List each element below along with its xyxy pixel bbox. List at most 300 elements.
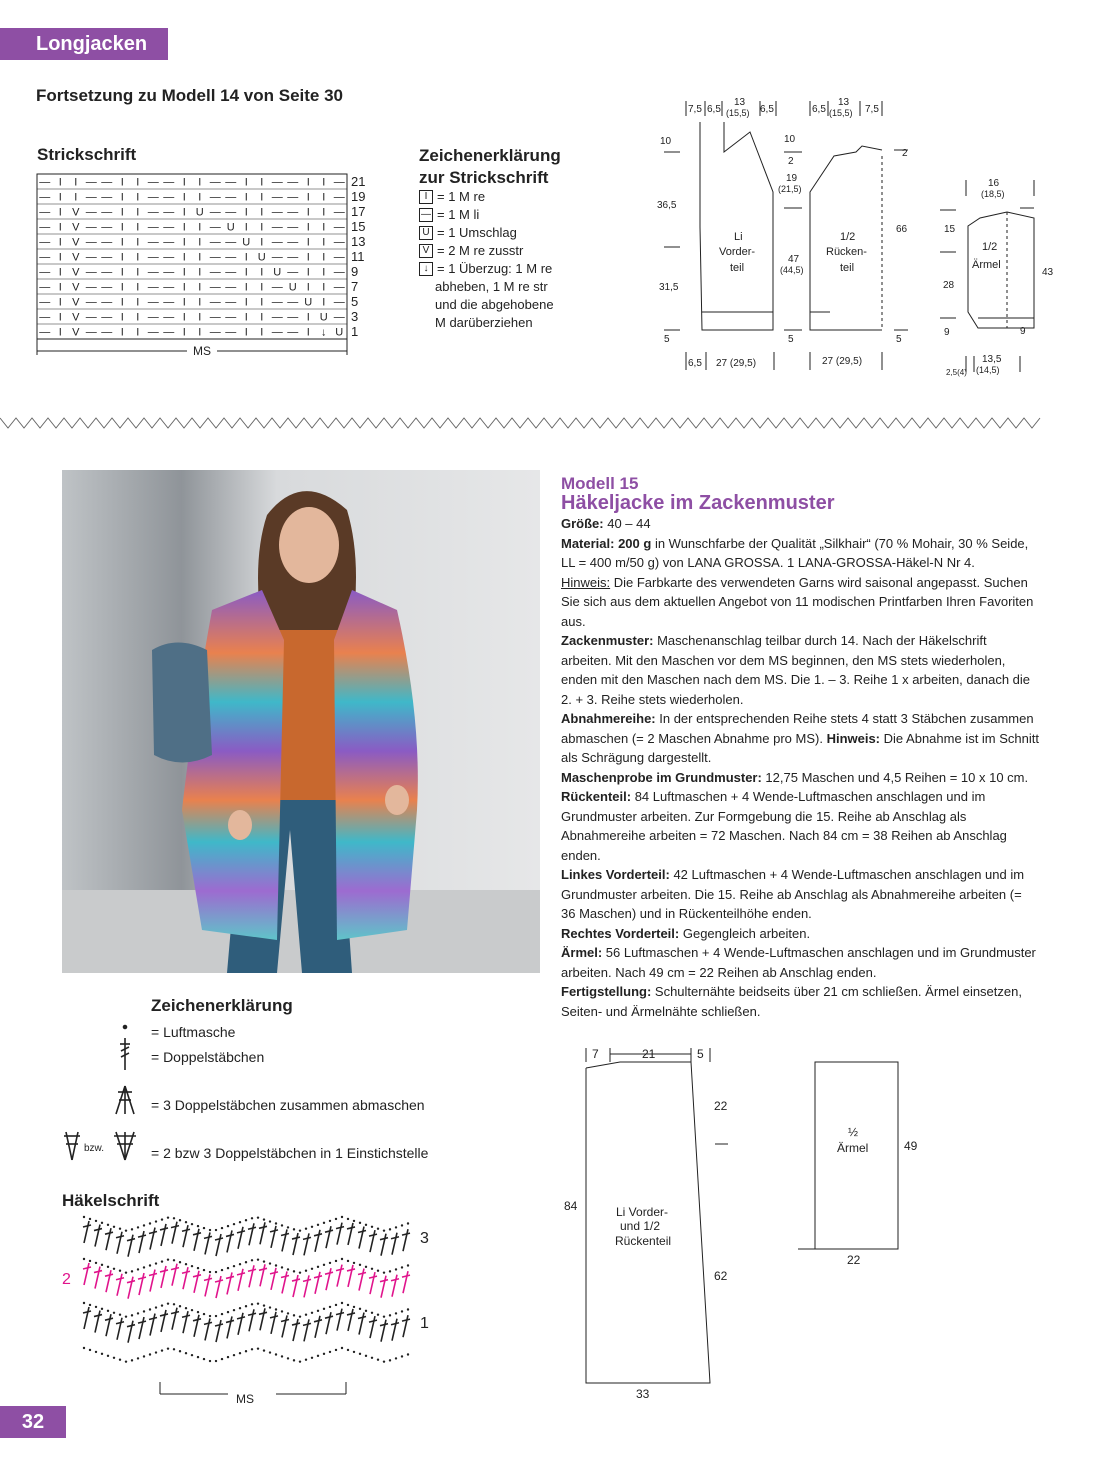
chart-cell: I — [120, 281, 124, 294]
chart-cell: — — [101, 236, 113, 249]
chart-cell: I — [120, 296, 124, 309]
chart-cell: I — [244, 251, 248, 264]
dim-s9b: 9 — [1020, 326, 1026, 337]
chart-cell: I — [306, 266, 310, 279]
chart-cell: I — [306, 191, 310, 204]
chart-cell: — — [271, 221, 283, 234]
chart-cell: — — [147, 311, 159, 324]
chart-cell: I — [198, 311, 202, 324]
dim-s16: 16 — [988, 178, 1000, 189]
crochet-chart — [60, 1214, 440, 1410]
chart-cell: — — [225, 266, 237, 279]
chart-cell: I — [306, 176, 310, 189]
chart-cell: — — [333, 266, 345, 279]
chart-cell: — — [39, 236, 51, 249]
chart-cell: — — [101, 251, 113, 264]
dim-l10: 10 — [660, 136, 672, 147]
chart-cell: — — [287, 221, 299, 234]
instruction-paragraph: Rückenteil: 84 Luftmaschen + 4 Wende-Luftmaschen anschlagen und im Grundmuster arbeiten. Zur Formgebung die 15. Reihe ab Anschlag als Abnahmereihe arbeiten = 72 Maschen. Nach 84 cm = 38 Reihen ab Anschlag enden. — [561, 789, 1007, 863]
chart-cell: — — [209, 281, 221, 294]
chart-cell: I — [120, 311, 124, 324]
chart-cell: — — [209, 191, 221, 204]
chart-cell: — — [225, 251, 237, 264]
chart-cell: V — [72, 206, 80, 219]
chart-cell: — — [163, 296, 175, 309]
dim-s28: 28 — [943, 280, 955, 291]
chart-cell: — — [163, 251, 175, 264]
decrease-icon — [116, 1086, 134, 1114]
dim-s15: 15 — [944, 224, 956, 235]
chart-cell: — — [101, 266, 113, 279]
chart-cell: I — [120, 236, 124, 249]
chart-cell: — — [39, 311, 51, 324]
chart-cell: I — [182, 326, 186, 339]
row-1-label: 1 — [420, 1315, 429, 1332]
instruction-paragraph: Ärmel: 56 Luftmaschen + 4 Wende-Luftmaschen anschlagen und im Grundmuster arbeiten. Nach 49 cm = 22 Reihen ab Anschlag enden. — [561, 945, 1036, 980]
chart-cell: — — [271, 311, 283, 324]
chart-cell: — — [225, 326, 237, 339]
chart-cell: I — [244, 206, 248, 219]
row-number: 1 — [351, 324, 359, 339]
chart-cell: I — [322, 251, 326, 264]
chart-cell: — — [225, 176, 237, 189]
dim-s25: 2,5(4) — [946, 368, 967, 377]
legend-dec-text: = 3 Doppelstäbchen zusammen abmaschen — [151, 1097, 425, 1113]
dim-l5: 5 — [664, 334, 670, 345]
chart-cell: U — [319, 311, 328, 324]
chart-cell: — — [225, 206, 237, 219]
legend-inc-text: = 2 bzw 3 Doppelstäbchen in 1 Einstichstelle — [151, 1145, 429, 1161]
crochet-legend-symbols — [60, 1020, 150, 1170]
chart-cell: U — [242, 236, 251, 249]
chart-cell: V — [72, 311, 80, 324]
chart-cell: I — [58, 296, 62, 309]
category-tag: Longjacken — [0, 28, 168, 60]
row-number: 17 — [351, 204, 366, 219]
chart-cell: — — [333, 176, 345, 189]
chart-cell: — — [333, 236, 345, 249]
dim-r22: 22 — [714, 1099, 728, 1113]
chart-cell: ↓ — [321, 326, 327, 339]
sleeve-label: 1/2 — [982, 241, 998, 253]
chart-cell: — — [39, 176, 51, 189]
dim-l84: 84 — [564, 1199, 578, 1213]
sleeve-label: Ärmel — [837, 1141, 869, 1155]
chart-cell: I — [136, 236, 140, 249]
model-instructions — [561, 514, 1039, 1021]
chart-cell: I — [136, 251, 140, 264]
chart-cell: — — [147, 206, 159, 219]
ms-label: MS — [193, 344, 211, 358]
chart-cell: — — [287, 176, 299, 189]
chart-cell: I — [306, 251, 310, 264]
chart-cell: — — [147, 326, 159, 339]
chart-cell: — — [147, 296, 159, 309]
knit-chart-title: Strickschrift — [37, 145, 137, 164]
chart-cell: — — [333, 281, 345, 294]
dim-b27b: 27 (29,5) — [822, 356, 863, 367]
chart-cell: I — [136, 176, 140, 189]
dim-b33: 33 — [636, 1387, 650, 1401]
instruction-paragraph: Rechtes Vorderteil: Gegengleich arbeiten. — [561, 925, 811, 941]
chart-cell: I — [58, 176, 62, 189]
chart-cell: — — [85, 236, 97, 249]
chart-cell: I — [120, 206, 124, 219]
chart-cell: I — [198, 176, 202, 189]
dim-top7: 7,5 — [865, 104, 879, 115]
chart-cell: — — [209, 221, 221, 234]
row-number: 13 — [351, 234, 366, 249]
instruction-paragraph: Hinweis: Die Farbkarte des verwendeten Garns wird saisonal angepasst. Suchen Sie sich aus dem aktuellen Angebot von 11 modischen Printfarben Ihren Favoriten aus. — [561, 574, 1034, 629]
chart-cell: — — [163, 326, 175, 339]
row-number: 9 — [351, 264, 359, 279]
chart-cell: I — [58, 206, 62, 219]
chart-cell: U — [273, 266, 282, 279]
chart-cell: — — [209, 176, 221, 189]
chart-cell: I — [322, 221, 326, 234]
chart-cell: I — [198, 191, 202, 204]
chart-cell: — — [271, 191, 283, 204]
chart-cell: I — [322, 206, 326, 219]
chart-cell: — — [209, 326, 221, 339]
instruction-paragraph: Fertigstellung: Schulternähte beidseits über 21 cm schließen. Ärmel einsetzen, Seiten- und Ärmelnähte schließen. — [561, 984, 1022, 1019]
dim-l36: 36,5 — [657, 200, 677, 211]
chart-cell: — — [271, 236, 283, 249]
chart-cell: I — [260, 176, 264, 189]
zigzag-divider — [0, 416, 1040, 430]
continuation-heading: Fortsetzung zu Modell 14 von Seite 30 — [36, 86, 343, 105]
dim-s43: 43 — [1042, 267, 1054, 278]
instruction-paragraph: Abnahmereihe: In der entsprechenden Reihe stets 4 statt 3 Stäbchen zusammen abmaschen (= 2 Maschen Abnahme pro MS). Hinweis: Die Abnahme ist im Schnitt als Schrägung dargestellt. — [561, 711, 1039, 765]
chart-cell: — — [85, 251, 97, 264]
chart-cell: V — [72, 326, 80, 339]
chart-cell: I — [136, 266, 140, 279]
legend-dtr-text: = Doppelstäbchen — [151, 1049, 265, 1065]
dim-s9a: 9 — [944, 327, 950, 338]
bzw-label: bzw. — [84, 1143, 105, 1154]
chart-cell: V — [72, 296, 80, 309]
dim-m10: 10 — [784, 134, 796, 145]
yarn-over-icon: U — [419, 226, 433, 240]
legend-chain-text: = Luftmasche — [151, 1024, 236, 1040]
double-crochet-icon — [120, 1038, 130, 1070]
dim-top6b: (15,5) — [829, 108, 853, 118]
legend-row: V = 2 M re zusstr — [419, 242, 554, 260]
chart-cell: — — [333, 191, 345, 204]
chart-cell: — — [147, 281, 159, 294]
chart-cell: — — [163, 206, 175, 219]
chart-cell: I — [182, 191, 186, 204]
chart-cell: I — [244, 221, 248, 234]
chart-cell: — — [163, 191, 175, 204]
back-label: teil — [840, 262, 855, 274]
left-front-outline — [700, 122, 773, 330]
chart-cell: I — [306, 236, 310, 249]
increase-2-icon — [64, 1132, 80, 1160]
chart-cell: — — [333, 251, 345, 264]
dim-top5: 6,5 — [812, 104, 826, 115]
dim-top6: 13 — [838, 97, 850, 108]
chart-cell: I — [322, 266, 326, 279]
model-photo — [62, 470, 540, 973]
chart-cell: I — [58, 266, 62, 279]
chart-cell: — — [271, 281, 283, 294]
chart-cell: — — [163, 266, 175, 279]
legend-row: — = 1 M li — [421, 207, 480, 222]
dim-r62: 62 — [714, 1269, 728, 1283]
instruction-paragraph: Material: 200 g in Wunschfarbe der Qualität „Silkhair“ (70 % Mohair, 30 % Seide, LL = 400 m/50 g) von LANA GROSSA. 1 LANA-GROSSA-Häkel-N Nr 4. — [561, 535, 1029, 570]
chart-cell: — — [85, 221, 97, 234]
chart-cell: — — [225, 191, 237, 204]
chart-cell: I — [306, 206, 310, 219]
chart-cell: I — [136, 281, 140, 294]
chart-cell: — — [39, 281, 51, 294]
sleeve-label: Ärmel — [972, 259, 1001, 271]
chart-cell: — — [163, 281, 175, 294]
chart-cell: I — [322, 281, 326, 294]
chart-cell: I — [58, 281, 62, 294]
chart-cell: I — [260, 311, 264, 324]
chart-cell: — — [271, 296, 283, 309]
chart-cell: I — [120, 251, 124, 264]
dim-r2: 2 — [902, 148, 908, 159]
chart-cell: — — [271, 326, 283, 339]
model-title: Häkeljacke im Zackenmuster — [561, 492, 835, 514]
schematic-bottom — [560, 1040, 930, 1400]
chart-cell: I — [198, 236, 202, 249]
chart-cell: — — [163, 236, 175, 249]
chart-cell: — — [85, 311, 97, 324]
chart-cell: — — [287, 296, 299, 309]
chart-cell: — — [147, 251, 159, 264]
chart-cell: I — [244, 266, 248, 279]
chart-cell: — — [39, 251, 51, 264]
chart-cell: — — [85, 326, 97, 339]
chart-cell: I — [182, 296, 186, 309]
chart-cell: U — [288, 281, 297, 294]
chart-cell: — — [39, 296, 51, 309]
panel-label: Li Vorder- — [616, 1205, 669, 1219]
crochet-chart-title: Häkelschrift — [62, 1191, 160, 1210]
chart-cell: — — [163, 176, 175, 189]
chart-cell: — — [85, 176, 97, 189]
chart-cell: — — [85, 191, 97, 204]
dim-r5: 5 — [896, 334, 902, 345]
dim-s49: 49 — [904, 1139, 918, 1153]
chart-cell: I — [306, 281, 310, 294]
chart-cell: I — [74, 176, 78, 189]
instruction-paragraph: Linkes Vorderteil: 42 Luftmaschen + 4 Wende-Luftmaschen anschlagen und im Grundmuster arbeiten. Die 15. Reihe ab Anschlag als Abnahmereihe arbeiten (= 36 Maschen) und in Rückenteilhöhe enden. — [561, 867, 1025, 921]
chart-cell: — — [225, 296, 237, 309]
dim-b65: 6,5 — [688, 358, 702, 369]
dim-top2: 6,5 — [707, 104, 721, 115]
chart-cell: I — [136, 221, 140, 234]
cardigan-photo-illustration — [62, 470, 540, 973]
chart-cell: I — [136, 191, 140, 204]
ms-label: MS — [236, 1392, 254, 1406]
chart-cell: I — [260, 191, 264, 204]
chart-cell: — — [209, 206, 221, 219]
chart-cell: I — [182, 251, 186, 264]
chart-cell: I — [136, 326, 140, 339]
chart-cell: I — [306, 311, 310, 324]
row-number: 3 — [351, 309, 359, 324]
chart-cell: — — [209, 251, 221, 264]
page-number: 32 — [0, 1406, 66, 1438]
psso-icon: ↓ — [419, 262, 433, 276]
chart-cell: I — [198, 326, 202, 339]
chart-cell: I — [260, 266, 264, 279]
dim-b27a: 27 (29,5) — [716, 358, 757, 369]
chart-cell: — — [39, 221, 51, 234]
row-number: 5 — [351, 294, 359, 309]
chart-cell: I — [136, 206, 140, 219]
dim-m47: 47 — [788, 254, 800, 265]
chart-cell: I — [58, 236, 62, 249]
chart-cell: I — [74, 191, 78, 204]
chart-cell: — — [271, 251, 283, 264]
chart-cell: — — [287, 206, 299, 219]
chart-cell: I — [182, 266, 186, 279]
chart-cell: — — [101, 206, 113, 219]
crochet-row — [83, 1307, 410, 1343]
chart-cell: I — [322, 296, 326, 309]
chart-cell: I — [306, 326, 310, 339]
back-label: Rücken- — [826, 246, 867, 258]
chart-cell: — — [163, 221, 175, 234]
chart-cell: I — [120, 191, 124, 204]
row-number: 21 — [351, 174, 366, 189]
dim-s13b: (14,5) — [976, 365, 1000, 375]
chart-cell: — — [85, 296, 97, 309]
chain-icon — [124, 1026, 127, 1029]
panel-label: Rückenteil — [615, 1234, 672, 1248]
row-number: 15 — [351, 219, 366, 234]
chart-cell: I — [182, 176, 186, 189]
chart-cell: — — [101, 326, 113, 339]
chart-cell: I — [58, 326, 62, 339]
chart-cell: U — [304, 296, 313, 309]
chart-cell: — — [225, 236, 237, 249]
front-label: Vorder- — [719, 246, 756, 258]
chart-cell: I — [260, 296, 264, 309]
chart-cell: I — [120, 176, 124, 189]
chart-cell: — — [101, 296, 113, 309]
dim-m19b: (21,5) — [778, 184, 802, 194]
dim-t7: 7 — [592, 1047, 599, 1061]
chart-cell: — — [85, 266, 97, 279]
row-2-label: 2 — [62, 1271, 71, 1288]
chart-cell: — — [287, 266, 299, 279]
dim-s16b: (18,5) — [981, 189, 1005, 199]
chart-cell: I — [58, 251, 62, 264]
chart-cell: I — [198, 221, 202, 234]
chart-cell: U — [257, 251, 266, 264]
crochet-row — [83, 1263, 410, 1299]
chart-cell: I — [120, 326, 124, 339]
chart-cell: I — [260, 221, 264, 234]
row-number: 19 — [351, 189, 366, 204]
instruction-paragraph: Zackenmuster: Maschenanschlag teilbar durch 14. Nach der Häkelschrift arbeiten. Mit den Maschen vor dem MS beginnen, den MS stets wiederholen, enden mit den Maschen nach dem MS. Die 1. – 3. Reihe 1 x arbeiten, danach die 2. + 3. Reihe stets wiederholen. — [561, 633, 1031, 707]
dim-t5: 5 — [697, 1047, 704, 1061]
chart-cell: — — [147, 266, 159, 279]
chart-cell: — — [85, 206, 97, 219]
chart-cell: — — [271, 176, 283, 189]
chart-cell: — — [147, 176, 159, 189]
chart-cell: U — [195, 206, 204, 219]
legend-extra: und die abgehobene — [435, 297, 554, 312]
chart-cell: I — [58, 221, 62, 234]
chart-cell: I — [198, 266, 202, 279]
crochet-legend-title: Zeichenerklärung — [151, 996, 293, 1015]
chart-cell: — — [271, 206, 283, 219]
row-3-label: 3 — [420, 1230, 429, 1247]
chart-cell: I — [322, 191, 326, 204]
chart-cell: I — [182, 281, 186, 294]
k2tog-icon: V — [419, 244, 433, 258]
chart-cell: — — [101, 281, 113, 294]
chart-cell: I — [306, 221, 310, 234]
chart-cell: — — [85, 281, 97, 294]
row-number: 11 — [351, 249, 365, 264]
knit-legend — [419, 188, 554, 332]
chart-cell: I — [244, 296, 248, 309]
chart-cell: — — [39, 191, 51, 204]
chart-cell: — — [287, 251, 299, 264]
chart-cell: I — [260, 206, 264, 219]
model-heading — [561, 474, 835, 515]
instruction-paragraph: Maschenprobe im Grundmuster: 12,75 Maschen und 4,5 Reihen = 10 x 10 cm. — [561, 769, 1029, 785]
legend-row: I = 1 M re — [419, 188, 554, 206]
dim-s13: 13,5 — [982, 354, 1002, 365]
chart-cell: I — [58, 191, 62, 204]
chart-cell: — — [101, 311, 113, 324]
panel-label: und 1/2 — [620, 1219, 661, 1233]
chart-cell: — — [209, 296, 221, 309]
chart-cell: I — [182, 221, 186, 234]
chart-cell: I — [244, 311, 248, 324]
chart-cell: I — [260, 236, 264, 249]
chart-cell: I — [120, 266, 124, 279]
chart-cell: — — [287, 326, 299, 339]
knit-left-icon: — — [421, 209, 431, 220]
chart-cell: — — [287, 191, 299, 204]
chart-cell: — — [163, 311, 175, 324]
dim-m47b: (44,5) — [780, 265, 804, 275]
chart-cell: — — [333, 296, 345, 309]
chart-cell: V — [72, 251, 80, 264]
chart-cell: V — [72, 281, 80, 294]
row-number: 7 — [351, 279, 359, 294]
chart-cell: I — [260, 281, 264, 294]
knit-right-icon: I — [419, 190, 433, 204]
chart-cell: — — [101, 191, 113, 204]
chart-cell: — — [287, 311, 299, 324]
chart-cell: I — [198, 251, 202, 264]
chart-cell: I — [136, 296, 140, 309]
dim-l31: 31,5 — [659, 282, 679, 293]
chart-cell: V — [72, 236, 80, 249]
dim-t21: 21 — [642, 1047, 656, 1061]
chart-cell: — — [333, 206, 345, 219]
chart-cell: — — [147, 236, 159, 249]
chart-cell: V — [72, 221, 80, 234]
chart-cell: — — [287, 236, 299, 249]
chart-cell: — — [333, 221, 345, 234]
dim-top3b: (15,5) — [726, 108, 750, 118]
crochet-row — [83, 1221, 410, 1257]
dim-r66: 66 — [896, 224, 908, 235]
